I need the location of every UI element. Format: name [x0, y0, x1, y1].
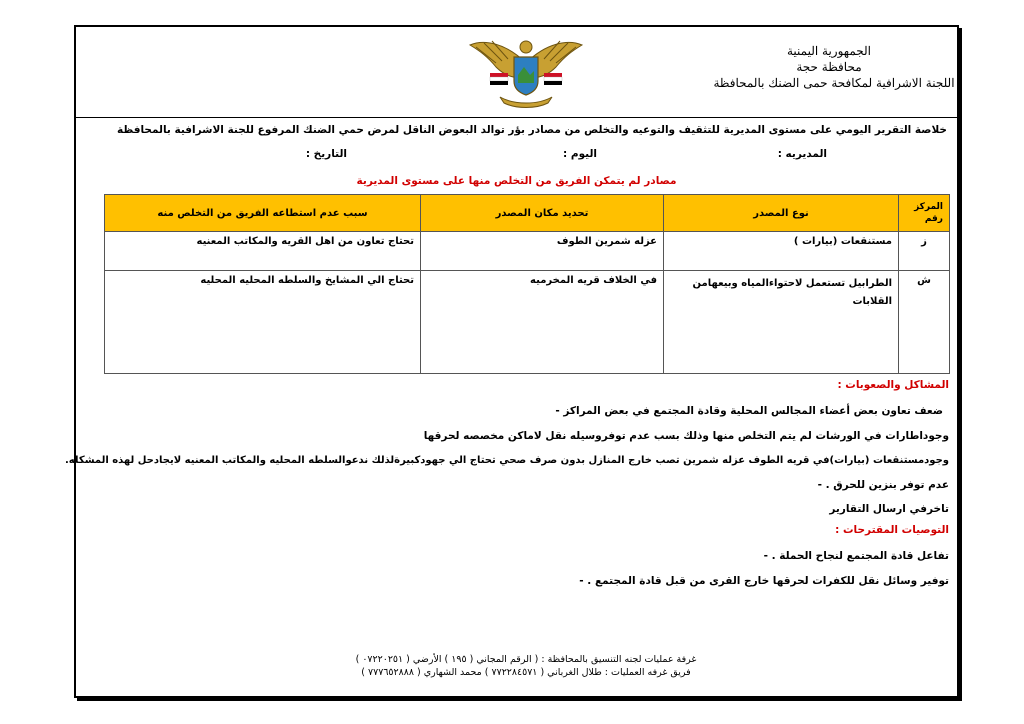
- problem-item: ضعف تعاون بعض أعضاء المجالس المحلية وقادة المجتمع في بعض المراكز -: [555, 405, 943, 417]
- sources-table: [104, 194, 950, 374]
- day-label: اليوم :: [563, 148, 597, 160]
- country-name: الجمهورية اليمنية: [786, 44, 871, 58]
- col-center-number: المركز رقم: [899, 195, 950, 232]
- date-label: التاريخ :: [305, 148, 347, 160]
- cell-reason: تحتاج تعاون من اهل القريه والمكاتب المعنيه: [105, 232, 421, 271]
- cell-center: ش: [899, 271, 950, 374]
- table-row: [105, 232, 950, 271]
- problem-item: وجودمستنقعات (بيارات)في قريه الطوف عزله شمرين تصب خارج المنازل بدون صرف صحي تحتاج الي جهودكبيرةلذلك ندعوالسلطه المحليه والمكاتب المعنيه لايجادحل لهذه المشكله.: [64, 455, 949, 466]
- problem-item: عدم توفر بنزين للحرق . -: [817, 479, 949, 491]
- cell-source-type: الطرابيل تستعمل لاحتواءالمياه وبيعهامن القلابات: [664, 271, 899, 374]
- report-title: خلاصة التقرير اليومي على مستوى المديرية للتثقيف والتوعيه والتخلص من مصادر بؤر توالد البعوض الناقل لمرض حمي الضنك المرفوع للجنة الاشرافية بالمحافظة: [116, 124, 947, 136]
- table-title: مصادر لم يتمكن الفريق من التخلص منها على مستوى المديرية: [356, 175, 677, 187]
- recommendation-item: توفير وسائل نقل للكفرات لحرقها خارج القرى من قبل قادة المجتمع . -: [579, 575, 949, 587]
- cell-location: عزله شمرين الطوف: [421, 232, 664, 271]
- table-row: [105, 271, 950, 374]
- recommendations-label: التوصيات المقترحات :: [835, 524, 949, 536]
- footer-contacts: [326, 653, 726, 679]
- problem-item: تاخرفي ارسال التقارير: [829, 503, 949, 515]
- problem-item: وجوداطارات في الورشات لم يتم التخلص منها وذلك بسب عدم توفروسيله نقل لاماكن مخصصه لحرقها: [423, 430, 949, 442]
- footer-line: غرفة عمليات لجنه التنسيق بالمحافظة : ( الرقم المجاني ( ١٩٥ ) الأرضي ( ٠٧٢٢٠٢٥١ ): [355, 654, 697, 665]
- cell-reason: تحتاج الي المشايخ والسلطه المحليه المحليه: [105, 271, 421, 374]
- yemen-eagle-emblem-icon: [466, 33, 586, 111]
- problems-label: المشاكل والصعوبات :: [837, 379, 949, 391]
- header-divider: [76, 117, 957, 118]
- col-source-type: نوع المصدر: [664, 195, 899, 232]
- cell-location: في الخلاف قريه المخرميه: [421, 271, 664, 374]
- col-reason: سبب عدم استطاعه الفريق من التخلص منه: [105, 195, 421, 232]
- district-label: المديريه :: [777, 148, 827, 160]
- footer-line: فريق غرفه العمليات : طلال الغرباني ( ٧٧٢٢٨٤٥٧١ ) محمد الشهاري ( ٧٧٧٦٥٢٨٨٨ ): [361, 667, 691, 678]
- republic-header: [709, 43, 955, 91]
- committee-name: اللجنة الاشرافية لمكافحة حمى الضنك بالمحافظة: [713, 76, 955, 90]
- col-source-location: تحديد مكان المصدر: [421, 195, 664, 232]
- cell-source-type: مستنقعات (بيارات ): [664, 232, 899, 271]
- cell-center: ز: [899, 232, 950, 271]
- document-page: [64, 25, 959, 698]
- table-header-row: [105, 195, 950, 232]
- recommendation-item: تفاعل قادة المجتمع لنجاح الحملة . -: [763, 550, 949, 562]
- governorate-name: محافظة حجة: [796, 60, 862, 74]
